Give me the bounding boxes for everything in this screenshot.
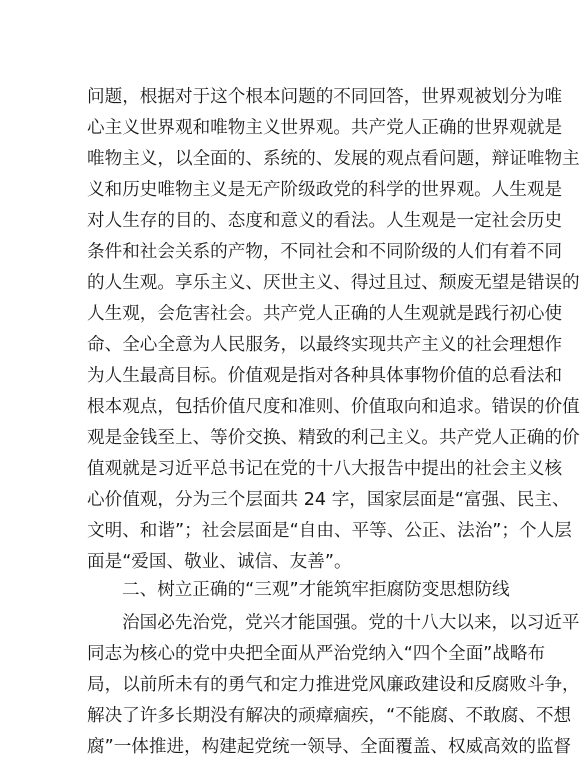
paragraph2-line-3: 局，以前所未有的勇气和定力推进党风廉政建设和反腐败斗争， [87, 675, 580, 695]
paragraph2-line-4: 解决了许多长期没有解决的顽瘴痼疾，“不能腐、不敢腐、不想 [87, 706, 572, 726]
paragraph1-line-14: 心价值观，分为三个层面共 24 字，国家层面是“富强、民主、 [87, 490, 570, 510]
paragraph1-line-8: 人生观，会危害社会。共产党人正确的人生观就是践行初心使 [87, 304, 563, 324]
paragraph1-line-12: 观是金钱至上、等价交换、精致的利己主义。共产党人正确的价 [87, 428, 580, 448]
paragraph1-line-9: 命、全心全意为人民服务，以最终实现共产主义的社会理想作 [87, 335, 563, 355]
paragraph2-line-2: 同志为核心的党中央把全面从严治党纳入“四个全面”战略布 [87, 644, 546, 664]
paragraph1-line-13: 值观就是习近平总书记在党的十八大报告中提出的社会主义核 [87, 459, 563, 479]
paragraph1-line-16: 面是“爱国、敬业、诚信、友善”。 [87, 552, 352, 572]
paragraph1-line-11: 根本观点，包括价值尺度和准则、价值取向和追求。错误的价值 [87, 397, 580, 417]
paragraph1-line-5: 对人生存的目的、态度和意义的看法。人生观是一定社会历史 [87, 211, 563, 231]
paragraph1-line-10: 为人生最高目标。价值观是指对各种具体事物价值的总看法和 [87, 366, 563, 386]
paragraph1-line-15: 文明、和谐”；社会层面是“自由、平等、公正、法治”；个人层 [87, 521, 572, 541]
paragraph1-line-7: 的人生观。享乐主义、厌世主义、得过且过、颓废无望是错误的 [87, 273, 580, 293]
paragraph1-line-3: 唯物主义，以全面的、系统的、发展的观点看问题，辩证唯物主 [87, 149, 580, 169]
paragraph1-line-4: 义和历史唯物主义是无产阶级政党的科学的世界观。人生观是 [87, 180, 563, 200]
paragraph1-line-6: 条件和社会关系的产物，不同社会和不同阶级的人们有着不同 [87, 242, 563, 262]
paragraph1-line-2: 心主义世界观和唯物主义世界观。共产党人正确的世界观就是 [87, 118, 563, 138]
paragraph2-line-5: 腐”一体推进，构建起党统一领导、全面覆盖、权威高效的监督 [87, 737, 572, 757]
paragraph1-line-1: 问题，根据对于这个根本问题的不同回答，世界观被划分为唯 [87, 87, 563, 107]
paragraph2-line-1: 治国必先治党，党兴才能国强。党的十八大以来，以习近平 [122, 613, 580, 633]
section-heading: 二、树立正确的“三观”才能筑牢拒腐防变思想防线 [122, 580, 510, 600]
